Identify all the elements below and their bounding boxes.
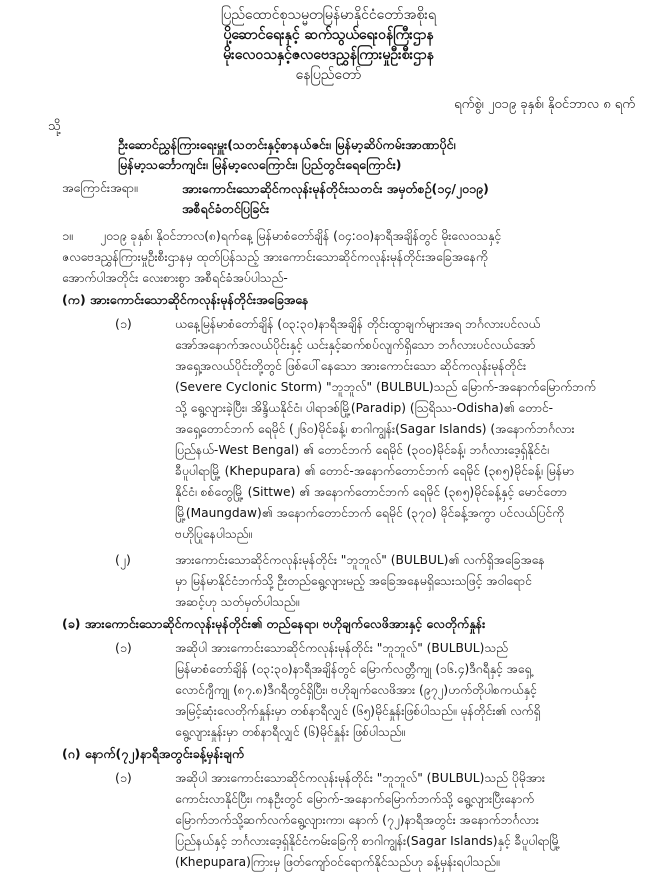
recipient-line-2: မြန်မာ့သင်္ဘောကျင်း၊ မြန်မာ့လေကြောင်း၊ ပြည်တွင်းရေကြောင်း) [118, 157, 402, 172]
ka2-line: မှာ မြန်မာနိုင်ငံဘက်သို့ ဦးတည်ရွေ့လျားမည့် အခြေအနေမရှိသေးသဖြင့် အဝါရောင် [175, 574, 532, 588]
ka1-line: (Severe Cyclonic Storm) "ဘူဘူလ်" (BULBUL)သည် မြောက်-အနောက်မြောက်ဘက် [175, 380, 596, 394]
ka1-line: မြို့(Maungdaw)၏ အနောက်တောင်ဘက် ရေမိုင် (၃၇၀) မိုင်ခန့်အကွာ ပင်လယ်ပြင်ကို [175, 506, 565, 520]
ga1-number: (၁) [115, 770, 132, 785]
ka1-number: (၁) [115, 316, 132, 331]
ka1-line: အရှေ့တောင်ဘက် ရေမိုင် (၂၆၀)မိုင်ခန့်၊ စာဂါကျွန်း(Sagar Islands) (အနောက်ဘင်္ဂလား [175, 422, 575, 436]
to-label: သို့ [48, 119, 61, 134]
ka2-line: အဆင့်ဟု သတ်မှတ်ပါသည်။ [175, 595, 300, 609]
ga1-line: ကောင်းလာနိုင်ပြီး၊ ကနဦးတွင် မြောက်-အနောက်မြောက်ဘက်သို့ ရွေ့လျားပြီးနောက် [175, 792, 535, 806]
kha1-line: အမြင့်ဆုံးလေတိုက်နှုန်းမှာ တစ်နာရီလျှင် (၆၅)မိုင်နှုန်းဖြစ်ပါသည်။ မုန်တိုင်း၏ လက်ရှိ [175, 704, 541, 718]
recipient-line-1: ဦးဆောင်ညွှန်ကြားရေးမှူး(သတင်းနှင့်စာနယ်ဇင်း၊ မြန်မာ့ဆိပ်ကမ်းအာဏာပိုင်၊ [118, 137, 456, 152]
ka1-line: အရှေ့အလယ်ပိုင်းတို့တွင် ဖြစ်ပေါ်နေသော အားကောင်းသော ဆိုင်ကလုန်းမုန်တိုင်း [175, 359, 527, 373]
letter-date: ရက်စွဲ၊ ၂၀၁၉ ခုနှစ်၊ နိုဝင်ဘာလ ၈ ရက် [454, 97, 635, 112]
ka1-line: ယနေ့မြန်မာစံတော်ချိန် (၀၃:၃၀)နာရီအချိန် တိုင်းထွာချက်များအရ ဘင်္ဂလားပင်လယ် [175, 317, 541, 331]
kha1-line: ရွေ့လျားနှုန်းမှာ တစ်နာရီလျှင် (၆)မိုင်နှုန်း ဖြစ်ပါသည်။ [175, 725, 406, 739]
section-ka-title: (က) အားကောင်းသောဆိုင်ကလုန်းမုန်တိုင်းအခြေအနေ [62, 292, 309, 307]
header-city: နေပြည်တော် [295, 67, 362, 83]
para1-line: ဇလဗေဒညွှန်ကြားမှုဦးစီးဌာနမှ ထုတ်ပြန်သည့် အားကောင်းသောဆိုင်ကလုန်းမုန်တိုင်းအခြေအနေကို [62, 250, 488, 264]
ka1-line: ခီပူပါရာမြို့ (Khepupara) ၏ တောင်-အနောက်တောင်ဘက် ရေမိုင် (၃၈၅)မိုင်ခန့်၊ မြန်မာ [175, 464, 574, 478]
para1-line: အောက်ပါအတိုင်း လေးစားစွာ အစီရင်ခံအပ်ပါသည်- [62, 271, 288, 285]
ga1-line: ပြည်နယ်နှင့် ဘင်္ဂလားဒေ့ရှ်နိုင်ငံကမ်းခြေကို စာဂါကျွန်း(Sagar Islands)နှင့် ခီပူပါရာမြို့ [175, 834, 561, 848]
kha1-number: (၁) [115, 640, 132, 655]
para1-number: ၁။ [62, 228, 73, 243]
subject-label: အကြောင်းအရာ။ [62, 180, 138, 195]
ka1-line: သို့ ရွေ့လျားခဲ့ပြီး၊ အိန္ဒိယနိုင်ငံ၊ ပါရာဒစ်မြို့(Paradip) (ဩရိဿ-Odisha)၏ တောင်- [175, 401, 553, 415]
kha1-line: အဆိုပါ အားကောင်းသောဆိုင်ကလုန်းမုန်တိုင်း "ဘူဘူလ်" (BULBUL)သည် [175, 641, 508, 655]
header-government: ပြည်ထောင်စုသမ္မတမြန်မာနိုင်ငံတော်အစိုးရ [221, 7, 436, 23]
kha1-line: လောင်ဂျီကျု (၈၇.၈)ဒီဂရီတွင်ရှိပြီး၊ ဗဟိုချက်လေဖိအား (၉၇၂)ဟက်တိုပါစကယ်နှင့် [175, 683, 537, 697]
para1-line: ၂၀၁၉ ခုနှစ်၊ နိုဝင်ဘာလ(၈)ရက်နေ့ မြန်မာစံတော်ချိန် (၀၄:၀၀)နာရီအချိန်တွင် မိုးလေဝသနှင့် [100, 229, 502, 243]
ka2-number: (၂) [115, 552, 131, 567]
section-ga-title: (ဂ) နောက်(၇၂)နာရီအတွင်းခန့်မှန်းချက် [62, 746, 245, 761]
ka1-line: အော်အနောက်အလယ်ပိုင်းနှင့် ယင်းနှင့်ဆက်စပ်လျက်ရှိသော ဘင်္ဂလားပင်လယ်အော် [175, 338, 536, 352]
ga1-line: (Khepupara)ကြားမှ ဖြတ်ကျော်ဝင်ရောက်နိုင်သည်ဟု ခန့်မှန်းရပါသည်။ [175, 855, 500, 869]
kha1-line: မြန်မာစံတော်ချိန် (၀၃:၃၀)နာရီအချိန်တွင် မြောက်လတ္တီကျု (၁၆.၄)ဒီဂရီနှင့် အရှေ့ [175, 662, 532, 676]
subject-line-1: အားကောင်းသောဆိုင်ကလုန်းမုန်တိုင်းသတင်း အမှတ်စဉ်(၁၄/၂၀၁၉) [182, 181, 489, 196]
ga1-line: အဆိုပါ အားကောင်းသောဆိုင်ကလုန်းမုန်တိုင်း "ဘူဘူလ်" (BULBUL)သည် ပိုမိုအား [175, 771, 545, 785]
ka1-line: နိုင်ငံ၊ စစ်တွေမြို့ (Sittwe) ၏ အနောက်တောင်ဘက် ရေမိုင် (၃၈၅)မိုင်ခန့်နှင့် မောင်တော [175, 485, 567, 499]
ka2-line: အားကောင်းသောဆိုင်ကလုန်းမုန်တိုင်း "ဘူဘူလ်" (BULBUL)၏ လက်ရှိအခြေအနေ [175, 553, 545, 567]
header-ministry: ပို့ဆောင်ရေးနှင့် ဆက်သွယ်ရေးဝန်ကြီးဌာန [223, 27, 434, 43]
ka1-line: ဗဟိုပြုနေပါသည်။ [175, 527, 253, 541]
header-department: မိုးလေဝသနှင့်ဇလဗေဒညွှန်ကြားမှုဦးစီးဌာန [223, 47, 434, 63]
ka1-line: ပြည်နယ်-West Bengal) ၏ တောင်ဘက် ရေမိုင် (၃၀၀)မိုင်ခန့်၊ ဘင်္ဂလားဒေ့ရှ်နိုင်ငံ၊ [175, 443, 549, 457]
section-kha-title: (ခ) အားကောင်းသောဆိုင်ကလုန်းမုန်တိုင်း၏ တည်နေရာ၊ ဗဟိုချက်လေဖိအားနှင့် လေတိုက်နှုန်း [62, 616, 486, 631]
subject-line-2: အစီရင်ခံတင်ပြခြင်း [182, 201, 270, 216]
ga1-line: မြောက်ဘက်သို့ဆက်လက်ရွေ့လျားကာ၊ နောက် (၇၂)နာရီအတွင်း အနောက်ဘင်္ဂလား [175, 813, 539, 827]
